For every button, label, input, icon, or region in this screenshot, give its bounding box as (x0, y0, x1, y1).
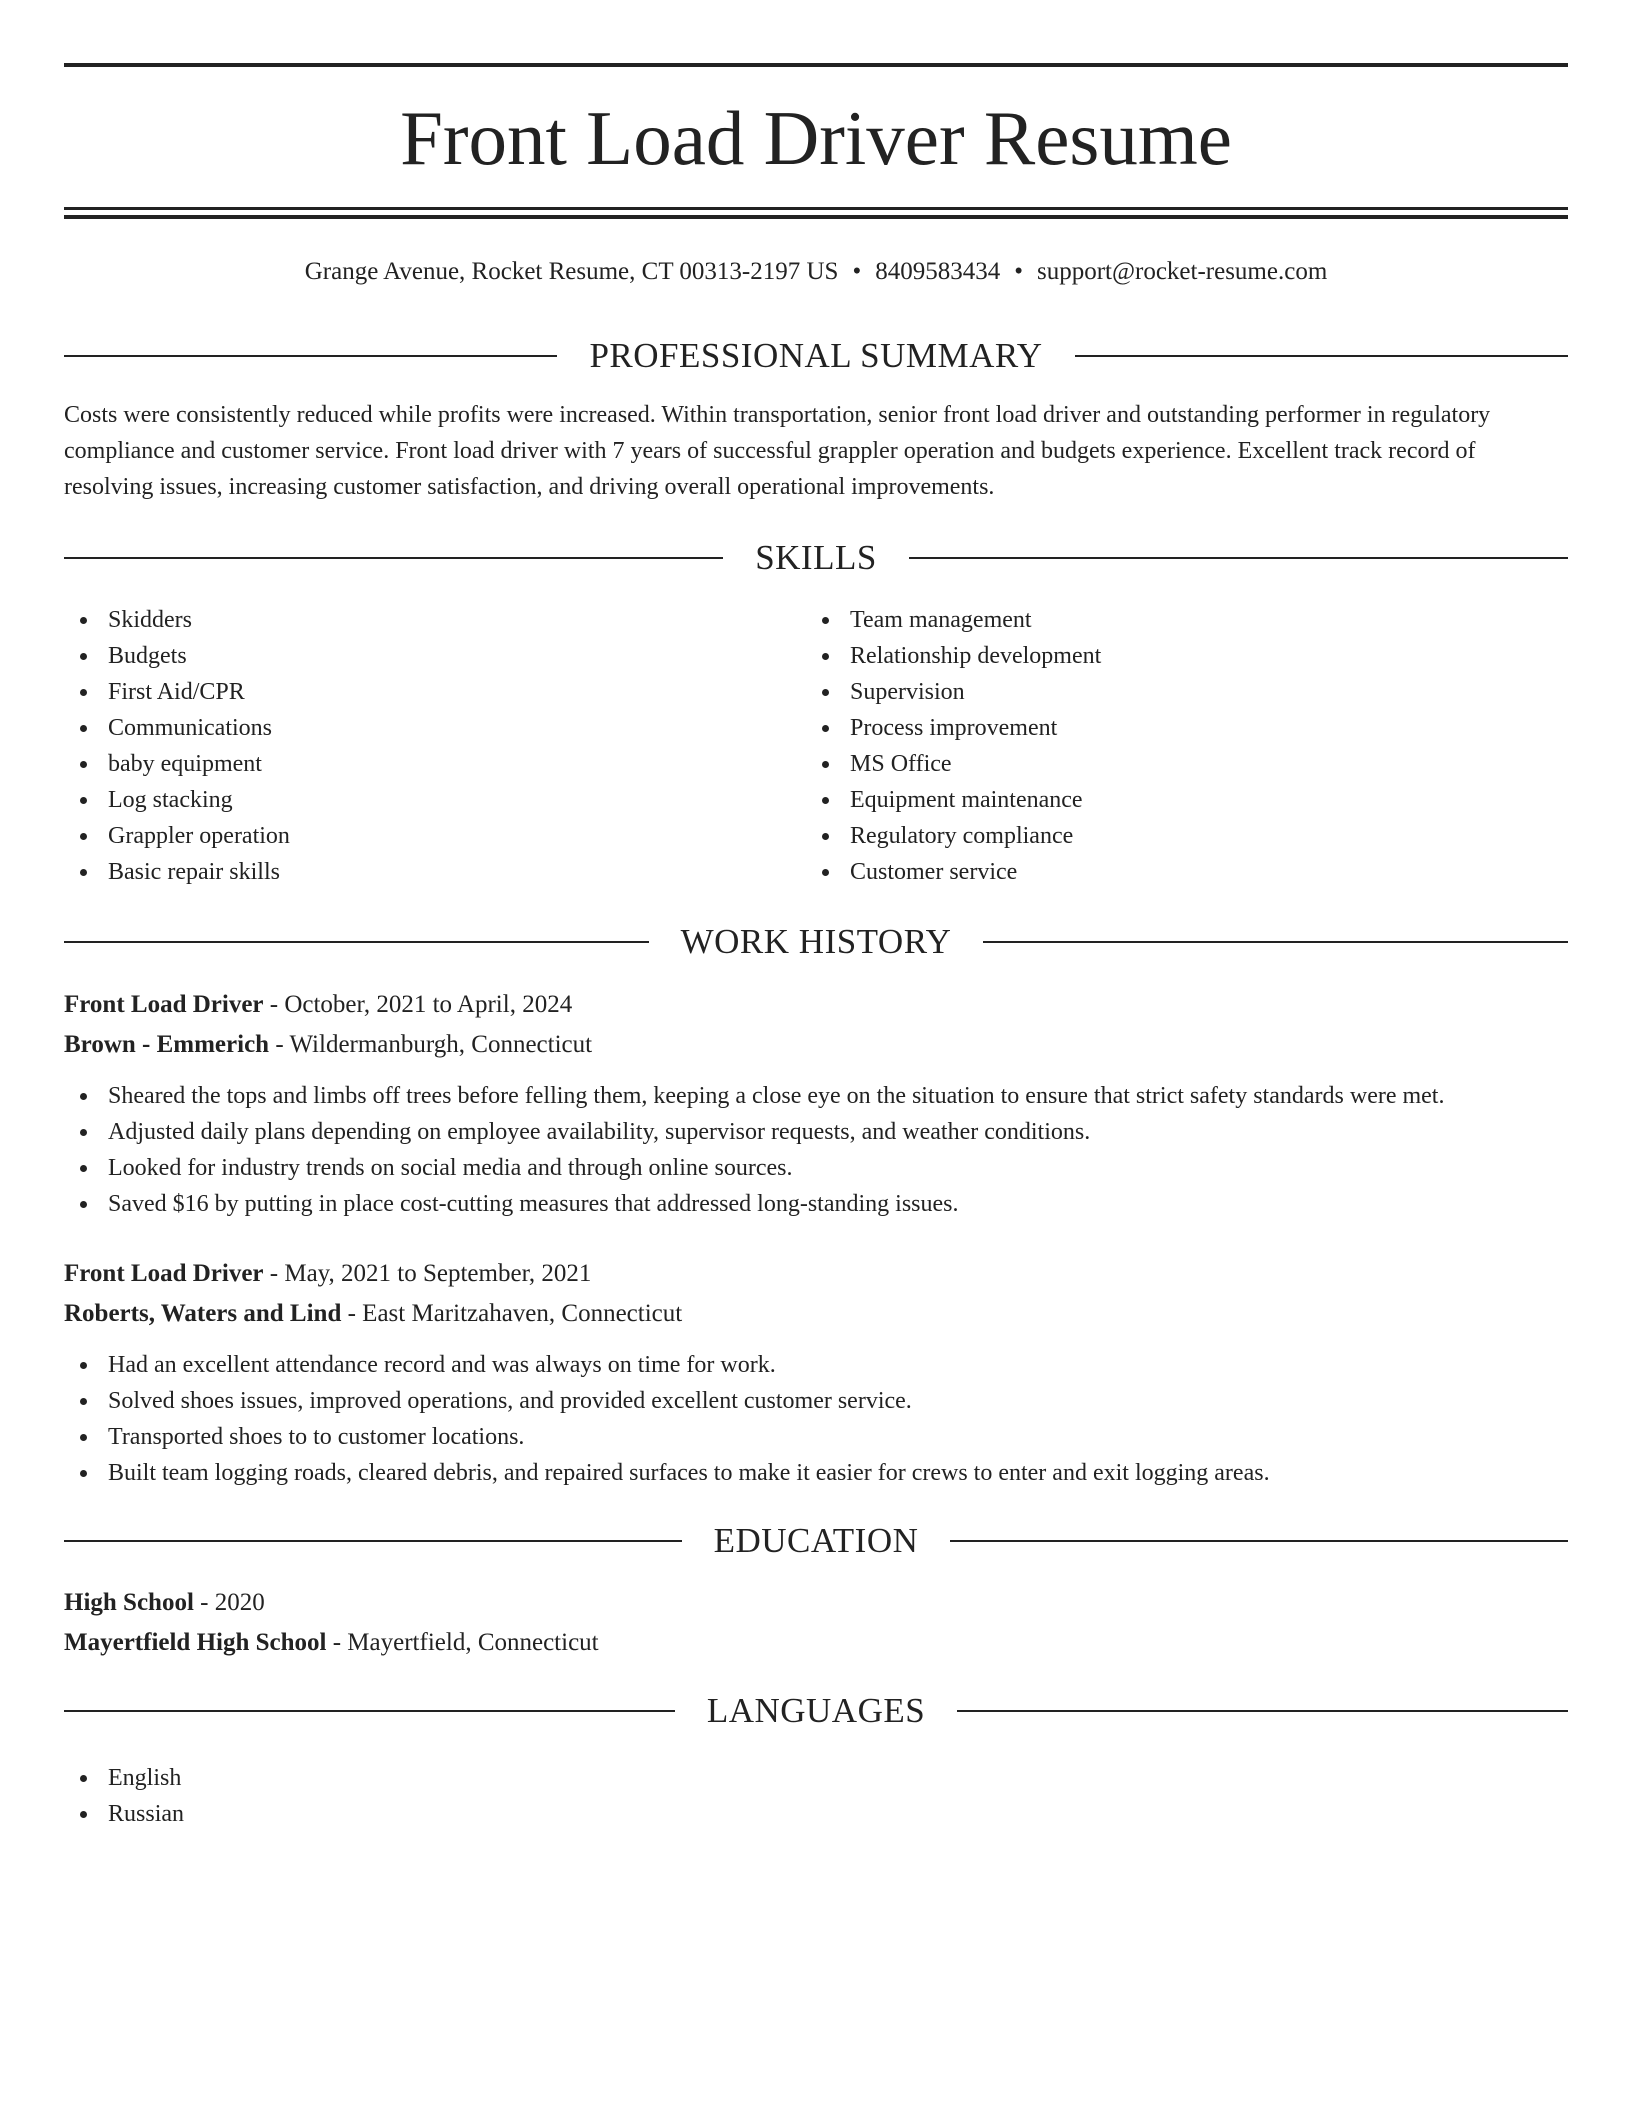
contact-separator: • (852, 258, 862, 285)
title-rule-upper (64, 207, 1568, 210)
language-item: Russian (64, 1796, 1568, 1832)
job-duty: Built team logging roads, cleared debris, and repaired surfaces to make it easier for crews to enter and exit logging areas. (64, 1455, 1568, 1491)
job-duties-list (64, 1078, 1568, 1222)
job-location: - East Maritzahaven, Connecticut (341, 1300, 683, 1327)
skill-item: Grappler operation (64, 818, 804, 854)
skills-heading-label: SKILLS (755, 538, 877, 577)
skill-item: Supervision (806, 674, 1546, 710)
heading-rule (64, 557, 723, 559)
heading-rule (983, 941, 1568, 943)
heading-rule (64, 941, 649, 943)
job-dates: - October, 2021 to April, 2024 (263, 991, 573, 1018)
top-rule (64, 63, 1568, 67)
education-school: Mayertfield High School (64, 1629, 327, 1656)
skills-right-list (806, 602, 1546, 890)
title-rule-lower (64, 215, 1568, 219)
heading-rule (950, 1540, 1568, 1542)
summary-text: Costs were consistently reduced while profits were increased. Within transportation, senior front load driver and outstanding performer in regulatory compliance and customer service. Front load driver with 7 years of successful grappler operation and budgets experience. Excellent track record of resolving issues, increasing customer satisfaction, and driving overall operational improvements. (64, 402, 1491, 500)
job-duty: Solved shoes issues, improved operations, and provided excellent customer service. (64, 1383, 1568, 1419)
job-title: Front Load Driver (64, 1260, 264, 1287)
education-school-line (64, 1624, 1568, 1662)
summary-heading (64, 334, 1568, 378)
language-item: English (64, 1760, 1568, 1796)
skill-item: Process improvement (806, 710, 1546, 746)
skill-item: Communications (64, 710, 804, 746)
job-title-line (64, 1255, 1568, 1293)
heading-rule (64, 355, 557, 357)
job-company-line (64, 1295, 1568, 1333)
job-duties (64, 1078, 1568, 1222)
skill-item: Basic repair skills (64, 854, 804, 890)
education-heading-label: EDUCATION (713, 1521, 919, 1560)
job-title: Front Load Driver (64, 991, 264, 1018)
heading-rule (909, 557, 1568, 559)
heading-rule (64, 1710, 675, 1712)
languages-list (64, 1760, 1568, 1832)
skill-item: Equipment maintenance (806, 782, 1546, 818)
education-heading (64, 1519, 1568, 1563)
skills-left-list (64, 602, 804, 890)
education-degree: High School (64, 1589, 194, 1616)
job-duties (64, 1347, 1568, 1491)
job-duty: Looked for industry trends on social media and through online sources. (64, 1150, 1568, 1186)
skill-item: baby equipment (64, 746, 804, 782)
work-heading-label: WORK HISTORY (680, 922, 952, 961)
heading-rule (1075, 355, 1568, 357)
work-heading (64, 920, 1568, 964)
contact-separator: • (1014, 258, 1023, 285)
skill-item: Skidders (64, 602, 804, 638)
education-degree-line (64, 1584, 1568, 1622)
languages-heading-label: LANGUAGES (706, 1691, 926, 1730)
skills-right-column (806, 602, 1546, 890)
resume-title: Front Load Driver Resume (400, 95, 1232, 181)
job-duties-list (64, 1347, 1568, 1491)
contact-line (64, 254, 1568, 290)
job-company: Brown - Emmerich (64, 1031, 270, 1058)
job-duty: Saved $16 by putting in place cost-cutting measures that addressed long-standing issues. (64, 1186, 1568, 1222)
job-title-line (64, 986, 1568, 1024)
job-duty: Adjusted daily plans depending on employee availability, supervisor requests, and weather conditions. (64, 1114, 1568, 1150)
skill-item: MS Office (806, 746, 1546, 782)
job-dates: - May, 2021 to September, 2021 (263, 1260, 592, 1287)
summary-heading-label: PROFESSIONAL SUMMARY (589, 336, 1043, 375)
heading-rule (957, 1710, 1568, 1712)
job-duty: Transported shoes to to customer locations. (64, 1419, 1568, 1455)
languages-heading (64, 1689, 1568, 1733)
languages-list-wrap (64, 1760, 1568, 1832)
skill-item: First Aid/CPR (64, 674, 804, 710)
contact-email: support@rocket-resume.com (1036, 258, 1328, 285)
skill-item: Relationship development (806, 638, 1546, 674)
job-location: - Wildermanburgh, Connecticut (269, 1031, 593, 1058)
skill-item: Customer service (806, 854, 1546, 890)
skill-item: Log stacking (64, 782, 804, 818)
heading-rule (64, 1540, 682, 1542)
education-year: - 2020 (193, 1589, 265, 1616)
skill-item: Team management (806, 602, 1546, 638)
skills-heading (64, 536, 1568, 580)
education-location: - Mayertfield, Connecticut (326, 1629, 599, 1656)
contact-address: Grange Avenue, Rocket Resume, CT 00313-2197 US (304, 258, 839, 285)
job-duty: Had an excellent attendance record and was always on time for work. (64, 1347, 1568, 1383)
job-company: Roberts, Waters and Lind (64, 1300, 342, 1327)
contact-phone: 8409583434 (875, 258, 1001, 285)
job-company-line (64, 1026, 1568, 1064)
skills-left-column (64, 602, 804, 890)
job-duty: Sheared the tops and limbs off trees before felling them, keeping a close eye on the situation to ensure that strict safety standards were met. (64, 1078, 1568, 1114)
skill-item: Regulatory compliance (806, 818, 1546, 854)
skill-item: Budgets (64, 638, 804, 674)
